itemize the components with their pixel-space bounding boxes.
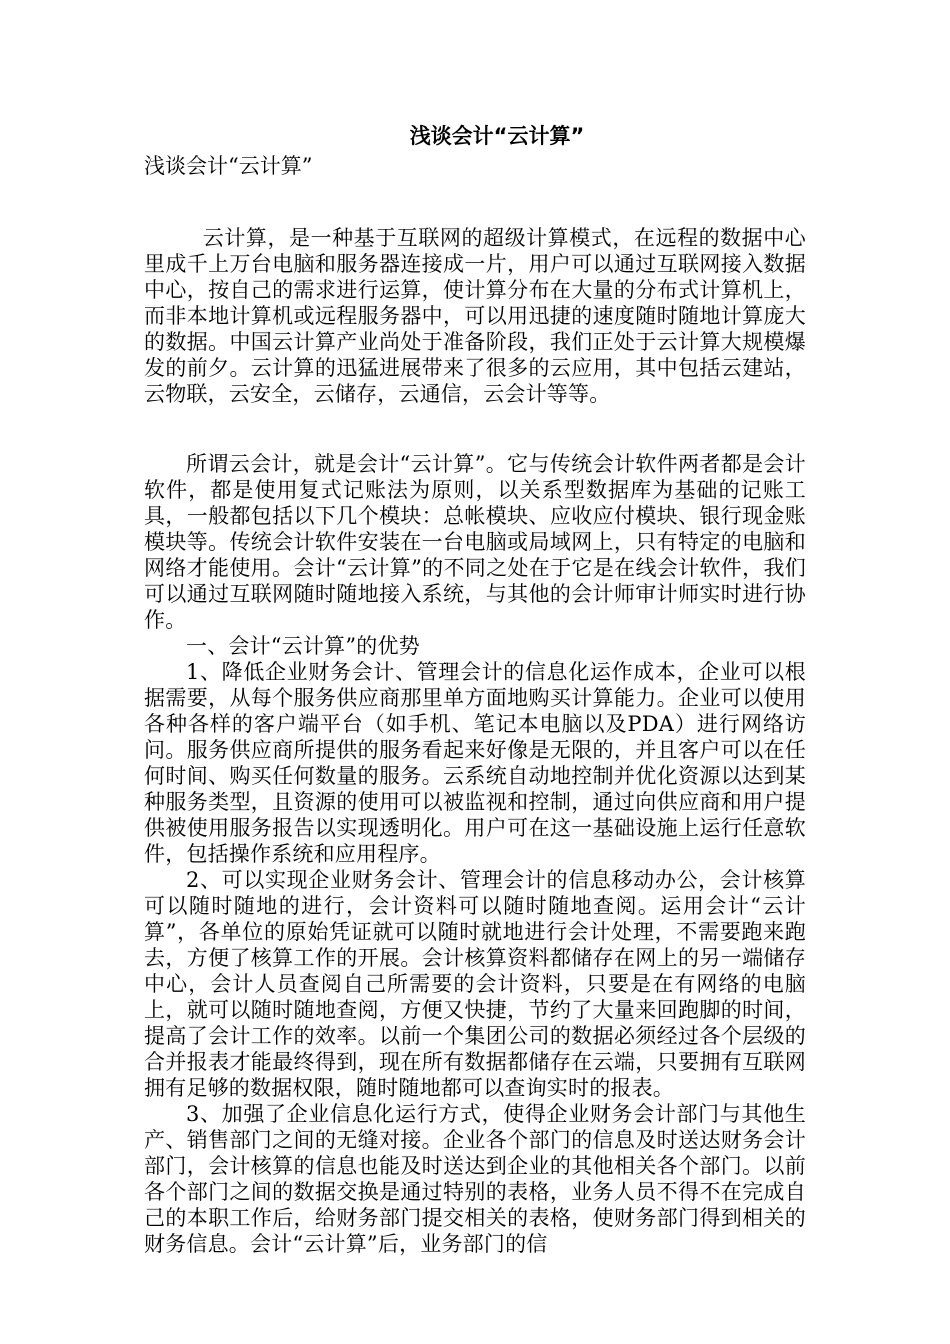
document-subtitle: 浅谈会计“云计算” [144,154,313,178]
paragraph-intro: 云计算，是一种基于互联网的超级计算模式，在远程的数据中心里成千上万台电脑和服务器连接成一片，用户可以通过互联网接入数据中心，按自己的需求进行运算，使计算分布在大量的分布式计算机上，而非本地计算机或远程服务器中，可以用迅捷的速度随时随地计算庞大的数据。中国云计算产业尚处于准备阶段，我们正处于云计算大规模爆发的前夕。云计算的迅猛进展带来了很多的云应用，其中包括云建站，云物联，云安全，云储存，云通信，云会计等等。 [144,226,806,406]
paragraph-definition: 所谓云会计，就是会计“云计算”。它与传统会计软件两者都是会计软件，都是使用复式记账法为原则，以关系型数据库为基础的记账工具，一般都包括以下几个模块：总帐模块、应收应付模块、银行现金账模块等。传统会计软件安装在一台电脑或局域网上，只有特定的电脑和网络才能使用。会计“云计算”的不同之处在于它是在线会计软件，我们可以通过互联网随时随地接入系统，与其他的会计师审计师实时进行协作。 [144,452,806,632]
section-heading-advantages: 一、会计“云计算”的优势 [186,634,420,658]
document-page [144,116,806,1257]
page-title: 浅谈会计“云计算” [409,124,585,148]
paragraph-advantage-3: 3、加强了企业信息化运行方式，使得企业财务会计部门与其他生产、销售部门之间的无缝对接。企业各个部门的信息及时送达财务会计部门，会计核算的信息也能及时送达到企业的其他相关各个部门。以前各个部门之间的数据交换是通过特别的表格，业务人员不得不在完成自己的本职工作后，给财务部门提交相关的表格，使财务部门得到相关的财务信息。会计“云计算”后，业务部门的信 [144,1102,806,1256]
paragraph-advantage-2: 2、可以实现企业财务会计、管理会计的信息移动办公，会计核算可以随时随地的进行，会计资料可以随时随地查阅。运用会计“云计算”，各单位的原始凭证就可以随时就地进行会计处理，不需要跑来跑去，方便了核算工作的开展。会计核算资料都储存在网上的另一端储存中心，会计人员查阅自己所需要的会计资料，只要是在有网络的电脑上，就可以随时随地查阅，方便又快捷，节约了大量来回跑脚的时间，提高了会计工作的效率。以前一个集团公司的数据必须经过各个层级的合并报表才能最终得到，现在所有数据都储存在云端，只要拥有互联网拥有足够的数据权限，随时随地都可以查询实时的报表。 [144,868,806,1100]
spacer [144,407,806,451]
spacer [144,181,806,225]
paragraph-advantage-1: 1、降低企业财务会计、管理会计的信息化运作成本，企业可以根据需要，从每个服务供应商那里单方面地购买计算能力。企业可以使用各种各样的客户端平台（如手机、笔记本电脑以及PDA）进行网络访问。服务供应商所提供的服务看起来好像是无限的，并且客户可以在任何时间、购买任何数量的服务。云系统自动地控制并优化资源以达到某种服务类型，且资源的使用可以被监视和控制，通过向供应商和用户提供被使用服务报告以实现透明化。用户可在这一基础设施上运行任意软件，包括操作系统和应用程序。 [144,660,806,866]
